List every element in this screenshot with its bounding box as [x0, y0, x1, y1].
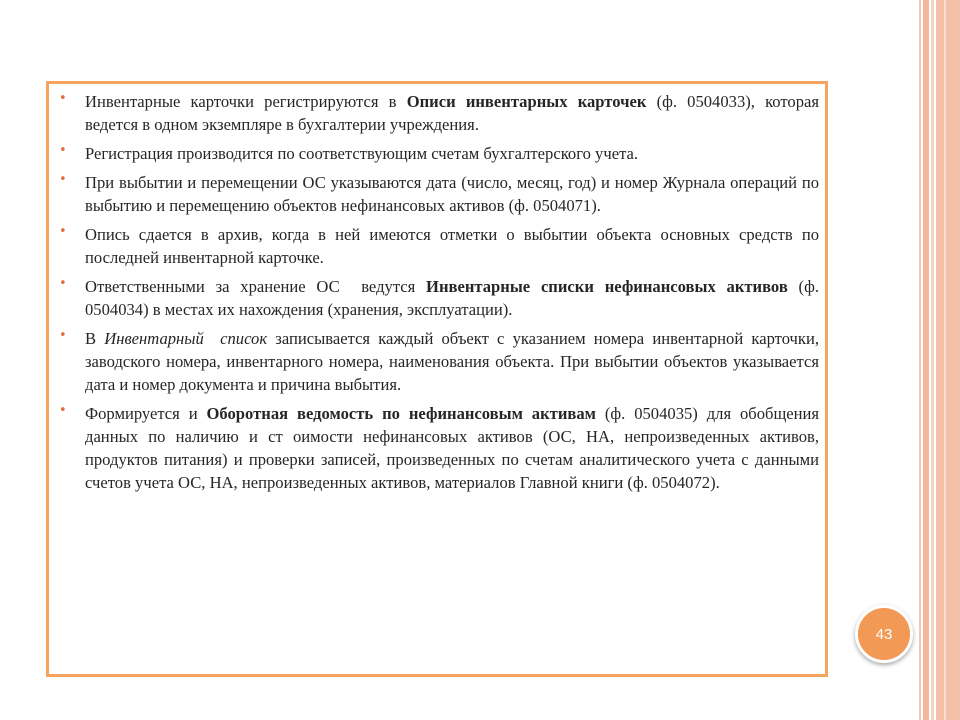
page-number-badge: 43 — [855, 605, 913, 663]
content-frame — [46, 81, 828, 677]
bullet-item — [59, 142, 819, 165]
bullet-bold-text: Оборотная ведомость по нефинансовым активам — [206, 404, 596, 423]
bullet-list — [59, 90, 820, 500]
bullet-item — [59, 223, 819, 269]
bullet-icon: • — [59, 328, 67, 343]
bullet-bold-text: Инвентарные списки нефинансовых активов — [426, 277, 788, 296]
bullet-text: Инвентарные карточки регистрируются в — [85, 92, 407, 111]
bullet-text: (ф. 0504035) для обобщения данных по наличию и ст оимости нефинансовых активов (ОС, НА, непроизведенных активов, продуктов питания) и проверки записей, произведенных по счетам аналитического учета с данными счетов учета ОС, НА, непроизведенных активов, материалов Главной книги (ф. 0504072). — [85, 404, 820, 492]
bullet-icon: • — [59, 143, 67, 158]
bullet-icon: • — [59, 224, 67, 239]
bullet-icon: • — [59, 91, 67, 106]
decorative-stripe — [936, 0, 960, 720]
bullet-text: Ответственными за хранение ОС ведутся — [85, 277, 427, 296]
bullet-item — [59, 171, 819, 217]
bullet-item — [59, 402, 820, 494]
bullet-icon: • — [59, 172, 67, 187]
bullet-icon: • — [59, 276, 67, 291]
bullet-text: (ф. 0504034) в местах их нахождения (хранения, эксплуатации). — [85, 277, 819, 319]
bullet-item — [59, 327, 819, 396]
bullet-text: Формируется и — [85, 404, 207, 423]
decorative-stripe — [919, 0, 921, 720]
bullet-text: записывается каждый объект с указанием номера инвентарной карточки, заводского номера, инвентарного номера, наименования объекта. При выбытии объектов указывается дата и номер документа и причина выбытия. — [85, 329, 819, 394]
bullet-italic-text: Инвентарный список — [104, 329, 268, 348]
decorative-stripe — [923, 0, 929, 720]
bullet-text: Регистрация производится по соответствующим счетам бухгалтерского учета. — [85, 144, 639, 163]
bullet-text: При выбытии и перемещении ОС указываются дата (число, месяц, год) и номер Журнала операций по выбытию и перемещению объектов нефинансовых активов (ф. 0504071). — [85, 173, 819, 215]
bullet-icon: • — [59, 403, 67, 418]
bullet-text: (ф. 0504033), которая ведется в одном экземпляре в бухгалтерии учреждения. — [85, 92, 820, 134]
bullet-item — [59, 275, 819, 321]
bullet-text: Опись сдается в архив, когда в ней имеются отметки о выбытии объекта основных средств по последней инвентарной карточке. — [85, 225, 819, 267]
decorative-stripe — [931, 0, 934, 720]
bullet-text: В — [85, 329, 105, 348]
decorative-stripe — [944, 0, 946, 720]
bullet-item — [59, 90, 820, 136]
bullet-bold-text: Описи инвентарных карточек — [406, 92, 647, 111]
